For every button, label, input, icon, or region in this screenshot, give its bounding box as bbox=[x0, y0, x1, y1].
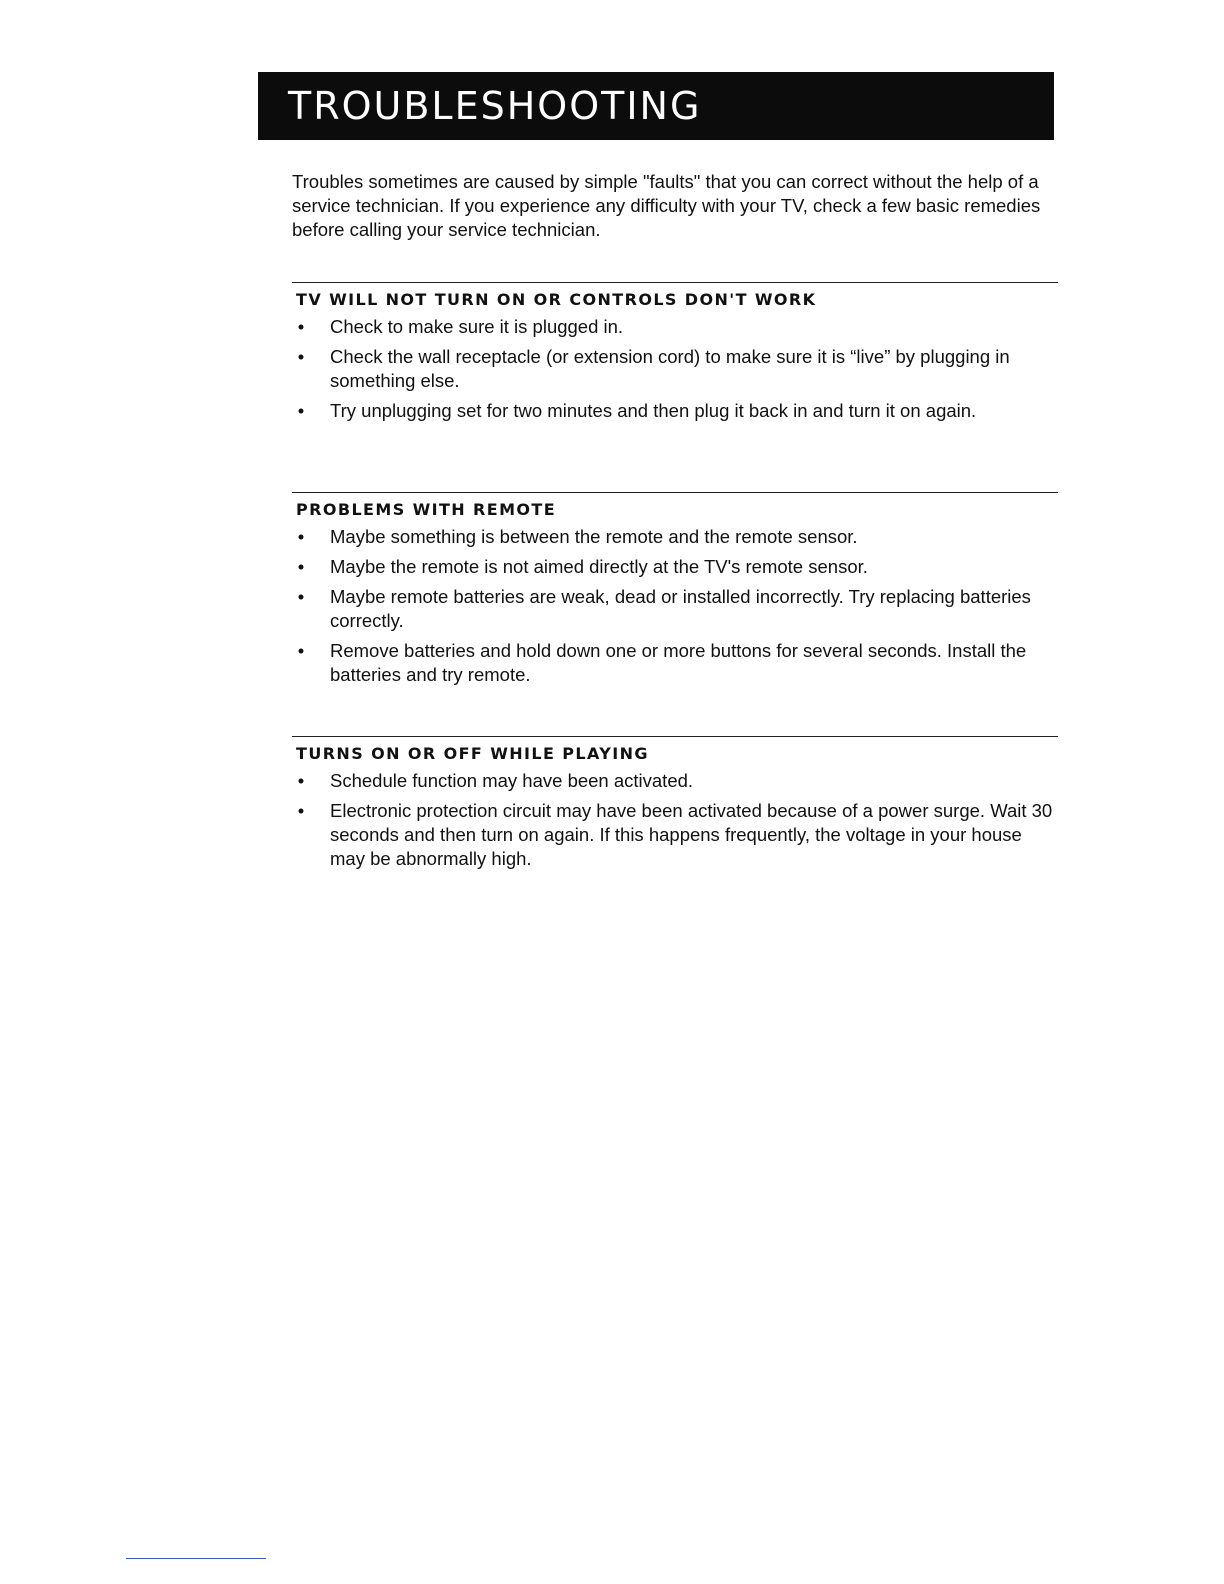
list-item bbox=[292, 585, 1058, 633]
list-item-text: Electronic protection circuit may have been activated because of a power surge. Wait 30 seconds and then turn on again. If this happens frequently, the voltage in your house may be abnormally high. bbox=[330, 800, 1053, 869]
bullet-list bbox=[292, 315, 1058, 423]
bullet-list bbox=[292, 769, 1058, 871]
section-turns-on-off bbox=[292, 736, 1058, 877]
page-title: TROUBLESHOOTING bbox=[288, 84, 702, 128]
list-item bbox=[292, 639, 1058, 687]
bullet-icon: • bbox=[297, 526, 305, 547]
list-item bbox=[292, 799, 1058, 871]
section-remote bbox=[292, 492, 1058, 693]
bullet-icon: • bbox=[297, 400, 305, 421]
bullet-icon: • bbox=[297, 640, 305, 661]
title-bar bbox=[258, 72, 1054, 140]
list-item-text: Maybe the remote is not aimed directly at the TV's remote sensor. bbox=[330, 556, 868, 577]
bullet-icon: • bbox=[297, 770, 305, 791]
list-item-text: Maybe something is between the remote and the remote sensor. bbox=[330, 526, 858, 547]
list-item-text: Remove batteries and hold down one or more buttons for several seconds. Install the batteries and try remote. bbox=[330, 640, 1027, 685]
list-item-text: Try unplugging set for two minutes and then plug it back in and turn it on again. bbox=[330, 400, 977, 421]
intro-paragraph: Troubles sometimes are caused by simple "faults" that you can correct without the help of a service technician. If you experience any difficulty with your TV, check a few basic remedies before calling your service technician. bbox=[292, 171, 1041, 240]
list-item bbox=[292, 315, 1058, 339]
list-item-text: Schedule function may have been activated. bbox=[330, 770, 694, 791]
section-heading: TV WILL NOT TURN ON OR CONTROLS DON'T WORK bbox=[296, 290, 817, 309]
list-item-text: Check to make sure it is plugged in. bbox=[330, 316, 624, 337]
list-item bbox=[292, 345, 1058, 393]
bullet-icon: • bbox=[297, 586, 305, 607]
list-item bbox=[292, 555, 1058, 579]
bullet-icon: • bbox=[297, 316, 305, 337]
section-heading: PROBLEMS WITH REMOTE bbox=[296, 500, 557, 519]
list-item-text: Maybe remote batteries are weak, dead or installed incorrectly. Try replacing batteries correctly. bbox=[330, 586, 1031, 631]
bullet-icon: • bbox=[297, 556, 305, 577]
list-item bbox=[292, 399, 1058, 423]
bullet-icon: • bbox=[297, 800, 305, 821]
list-item bbox=[292, 769, 1058, 793]
footer-rule bbox=[126, 1558, 266, 1559]
bullet-list bbox=[292, 525, 1058, 687]
list-item bbox=[292, 525, 1058, 549]
section-heading: TURNS ON OR OFF WHILE PLAYING bbox=[296, 744, 649, 763]
bullet-icon: • bbox=[297, 346, 305, 367]
section-tv-power bbox=[292, 282, 1058, 429]
list-item-text: Check the wall receptacle (or extension cord) to make sure it is “live” by plugging in something else. bbox=[330, 346, 1010, 391]
